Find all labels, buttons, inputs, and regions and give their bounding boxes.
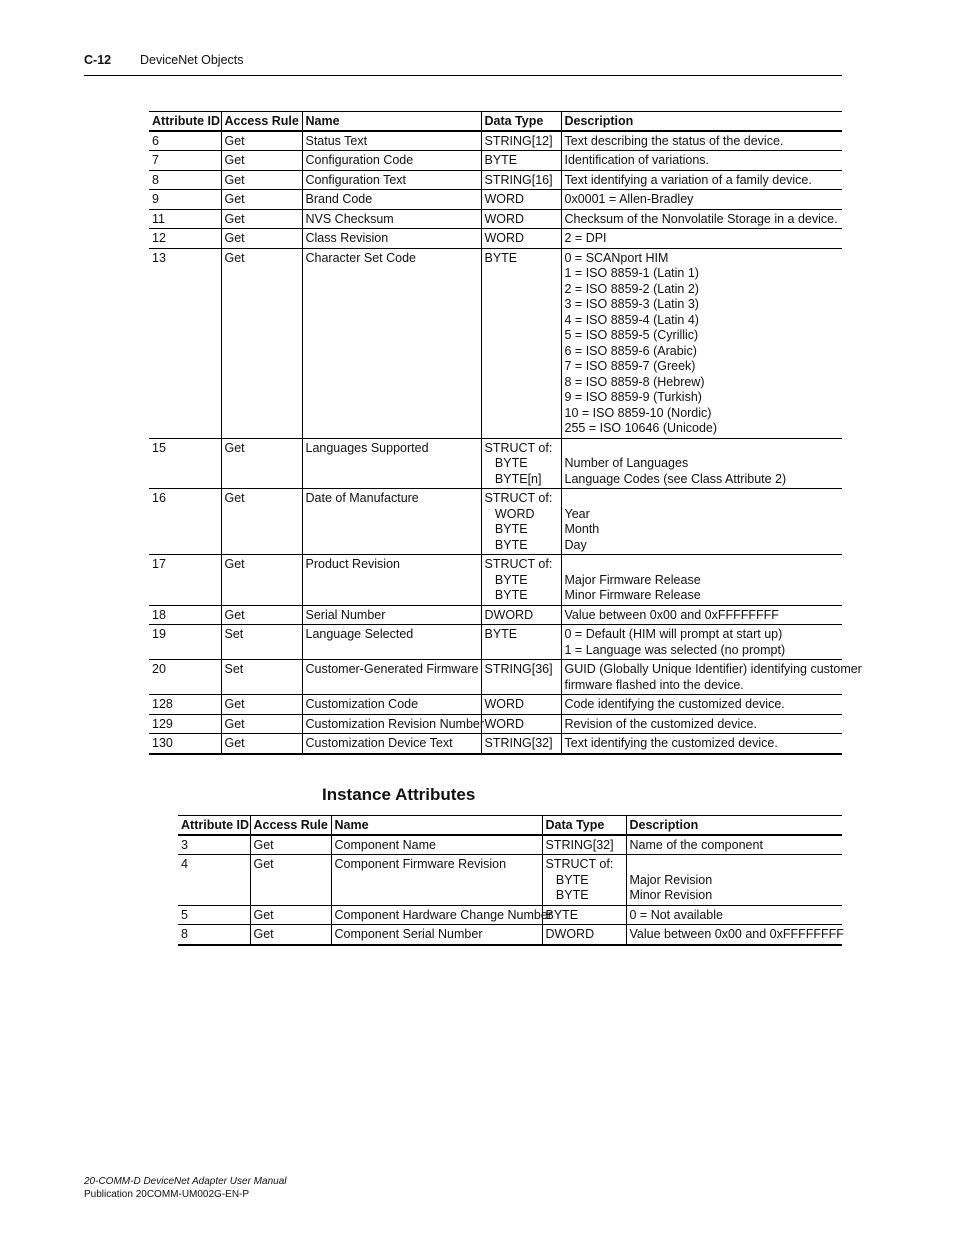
column-header-access-rule: Access Rule: [221, 112, 302, 131]
cell-access-rule: Get: [221, 131, 302, 151]
table-row: [149, 438, 842, 489]
cell-access-rule: Get: [221, 229, 302, 249]
cell-attribute-id: 9: [149, 190, 221, 210]
cell-name: Character Set Code: [302, 248, 481, 438]
instance-attributes-table: [178, 815, 842, 946]
page-number: C-12: [84, 53, 112, 67]
table-row: [149, 625, 842, 660]
cell-name: Serial Number: [302, 605, 481, 625]
cell-attribute-id: 130: [149, 734, 221, 754]
column-header-name: Name: [331, 816, 542, 835]
cell-attribute-id: 13: [149, 248, 221, 438]
cell-access-rule: Get: [221, 190, 302, 210]
cell-data-type: DWORD: [542, 925, 626, 945]
column-header-description: Description: [561, 112, 842, 131]
cell-attribute-id: 16: [149, 489, 221, 555]
table-row: [149, 660, 842, 695]
cell-access-rule: Get: [221, 734, 302, 754]
cell-description: GUID (Globally Unique Identifier) identifying customer firmware flashed into the device.: [561, 660, 842, 695]
cell-name: Date of Manufacture: [302, 489, 481, 555]
table-row: [149, 190, 842, 210]
cell-data-type: WORD: [481, 209, 561, 229]
cell-data-type: WORD: [481, 229, 561, 249]
cell-description: 0x0001 = Allen-Bradley: [561, 190, 842, 210]
section-title: DeviceNet Objects: [140, 53, 244, 67]
table-row: [178, 925, 842, 945]
cell-description: Code identifying the customized device.: [561, 695, 842, 715]
cell-access-rule: Get: [250, 925, 331, 945]
cell-attribute-id: 12: [149, 229, 221, 249]
cell-access-rule: Get: [221, 605, 302, 625]
cell-data-type: DWORD: [481, 605, 561, 625]
cell-data-type: BYTE: [542, 905, 626, 925]
cell-name: Status Text: [302, 131, 481, 151]
cell-name: Customization Device Text: [302, 734, 481, 754]
cell-name: Customization Revision Number: [302, 714, 481, 734]
cell-name: Component Hardware Change Number: [331, 905, 542, 925]
cell-description: Year Month Day: [561, 489, 842, 555]
cell-data-type: STRUCT of: BYTE BYTE[n]: [481, 438, 561, 489]
cell-access-rule: Get: [221, 555, 302, 606]
cell-access-rule: Get: [250, 905, 331, 925]
cell-name: Brand Code: [302, 190, 481, 210]
column-header-data-type: Data Type: [481, 112, 561, 131]
table-row: [149, 695, 842, 715]
cell-attribute-id: 128: [149, 695, 221, 715]
cell-data-type: STRING[32]: [481, 734, 561, 754]
table-row: [149, 151, 842, 171]
cell-description: 0 = Default (HIM will prompt at start up) 1 = Language was selected (no prompt): [561, 625, 842, 660]
cell-access-rule: Get: [221, 438, 302, 489]
cell-attribute-id: 5: [178, 905, 250, 925]
cell-description: Identification of variations.: [561, 151, 842, 171]
column-header-description: Description: [626, 816, 842, 835]
cell-access-rule: Set: [221, 660, 302, 695]
cell-attribute-id: 4: [178, 855, 250, 906]
page-footer: [84, 1175, 286, 1201]
table-row: [178, 905, 842, 925]
cell-name: Component Firmware Revision: [331, 855, 542, 906]
instance-attributes-heading: Instance Attributes: [322, 785, 476, 804]
table-row: [149, 131, 842, 151]
cell-data-type: STRUCT of: WORD BYTE BYTE: [481, 489, 561, 555]
cell-data-type: STRUCT of: BYTE BYTE: [481, 555, 561, 606]
cell-attribute-id: 7: [149, 151, 221, 171]
cell-attribute-id: 20: [149, 660, 221, 695]
cell-description: Value between 0x00 and 0xFFFFFFFF: [561, 605, 842, 625]
table-row: [149, 714, 842, 734]
cell-attribute-id: 18: [149, 605, 221, 625]
table-row: [149, 229, 842, 249]
cell-description: Number of Languages Language Codes (see Class Attribute 2): [561, 438, 842, 489]
cell-attribute-id: 15: [149, 438, 221, 489]
column-header-name: Name: [302, 112, 481, 131]
cell-access-rule: Get: [221, 248, 302, 438]
footer-manual-title: 20-COMM-D DeviceNet Adapter User Manual: [84, 1176, 287, 1187]
cell-data-type: STRUCT of: BYTE BYTE: [542, 855, 626, 906]
cell-description: 0 = Not available: [626, 905, 842, 925]
column-header-data-type: Data Type: [542, 816, 626, 835]
cell-description: Text identifying the customized device.: [561, 734, 842, 754]
cell-attribute-id: 11: [149, 209, 221, 229]
cell-access-rule: Get: [221, 170, 302, 190]
cell-attribute-id: 129: [149, 714, 221, 734]
cell-description: Value between 0x00 and 0xFFFFFFFF: [626, 925, 842, 945]
cell-data-type: BYTE: [481, 248, 561, 438]
cell-attribute-id: 6: [149, 131, 221, 151]
cell-name: Component Name: [331, 835, 542, 855]
cell-description: Major Firmware Release Minor Firmware Release: [561, 555, 842, 606]
cell-attribute-id: 8: [149, 170, 221, 190]
table-header-row: [149, 112, 842, 131]
cell-name: Customer-Generated Firmware: [302, 660, 481, 695]
cell-access-rule: Get: [221, 151, 302, 171]
class-attributes-table: [149, 111, 862, 755]
page-header: [84, 52, 842, 76]
cell-description: Revision of the customized device.: [561, 714, 842, 734]
cell-description: Text describing the status of the device.: [561, 131, 842, 151]
table-row: [149, 734, 842, 754]
table-row: [149, 209, 842, 229]
cell-name: Configuration Code: [302, 151, 481, 171]
footer-publication: Publication 20COMM-UM002G-EN-P: [84, 1189, 250, 1200]
cell-data-type: STRING[32]: [542, 835, 626, 855]
cell-name: Configuration Text: [302, 170, 481, 190]
table-header-row: [178, 816, 842, 835]
cell-name: Product Revision: [302, 555, 481, 606]
table-row: [149, 170, 842, 190]
cell-access-rule: Get: [221, 489, 302, 555]
cell-attribute-id: 19: [149, 625, 221, 660]
cell-access-rule: Get: [250, 855, 331, 906]
cell-data-type: WORD: [481, 714, 561, 734]
cell-data-type: STRING[12]: [481, 131, 561, 151]
cell-data-type: STRING[16]: [481, 170, 561, 190]
cell-description: 0 = SCANport HIM 1 = ISO 8859-1 (Latin 1) 2 = ISO 8859-2 (Latin 2) 3 = ISO 8859-3 (Latin 3) 4 = ISO 8859-4 (Latin 4) 5 = ISO 8859-5 (Cyrillic) 6 = ISO 8859-6 (Arabic) 7 = ISO 8859-7 (Greek) 8 = ISO 8859-8 (Hebrew) 9 = ISO 8859-9 (Turkish) 10 = ISO 8859-10 (Nordic) 255 = ISO 10646 (Unicode): [561, 248, 842, 438]
cell-description: Checksum of the Nonvolatile Storage in a device.: [561, 209, 842, 229]
cell-attribute-id: 17: [149, 555, 221, 606]
cell-name: Customization Code: [302, 695, 481, 715]
cell-description: 2 = DPI: [561, 229, 842, 249]
cell-access-rule: Get: [250, 835, 331, 855]
cell-description: Text identifying a variation of a family device.: [561, 170, 842, 190]
cell-description: Name of the component: [626, 835, 842, 855]
cell-attribute-id: 8: [178, 925, 250, 945]
cell-access-rule: Set: [221, 625, 302, 660]
cell-access-rule: Get: [221, 714, 302, 734]
column-header-attribute-id: Attribute ID: [178, 816, 250, 835]
cell-access-rule: Get: [221, 209, 302, 229]
column-header-access-rule: Access Rule: [250, 816, 331, 835]
cell-name: Languages Supported: [302, 438, 481, 489]
cell-data-type: BYTE: [481, 151, 561, 171]
table-row: [149, 248, 842, 438]
cell-name: NVS Checksum: [302, 209, 481, 229]
cell-data-type: STRING[36]: [481, 660, 561, 695]
cell-data-type: WORD: [481, 190, 561, 210]
table-row: [178, 835, 842, 855]
table-row: [149, 489, 842, 555]
table-row: [178, 855, 842, 906]
table-row: [149, 605, 842, 625]
cell-name: Language Selected: [302, 625, 481, 660]
cell-name: Class Revision: [302, 229, 481, 249]
table-row: [149, 555, 842, 606]
column-header-attribute-id: Attribute ID: [149, 112, 221, 131]
cell-access-rule: Get: [221, 695, 302, 715]
cell-name: Component Serial Number: [331, 925, 542, 945]
cell-description: Major Revision Minor Revision: [626, 855, 842, 906]
cell-data-type: WORD: [481, 695, 561, 715]
cell-attribute-id: 3: [178, 835, 250, 855]
cell-data-type: BYTE: [481, 625, 561, 660]
